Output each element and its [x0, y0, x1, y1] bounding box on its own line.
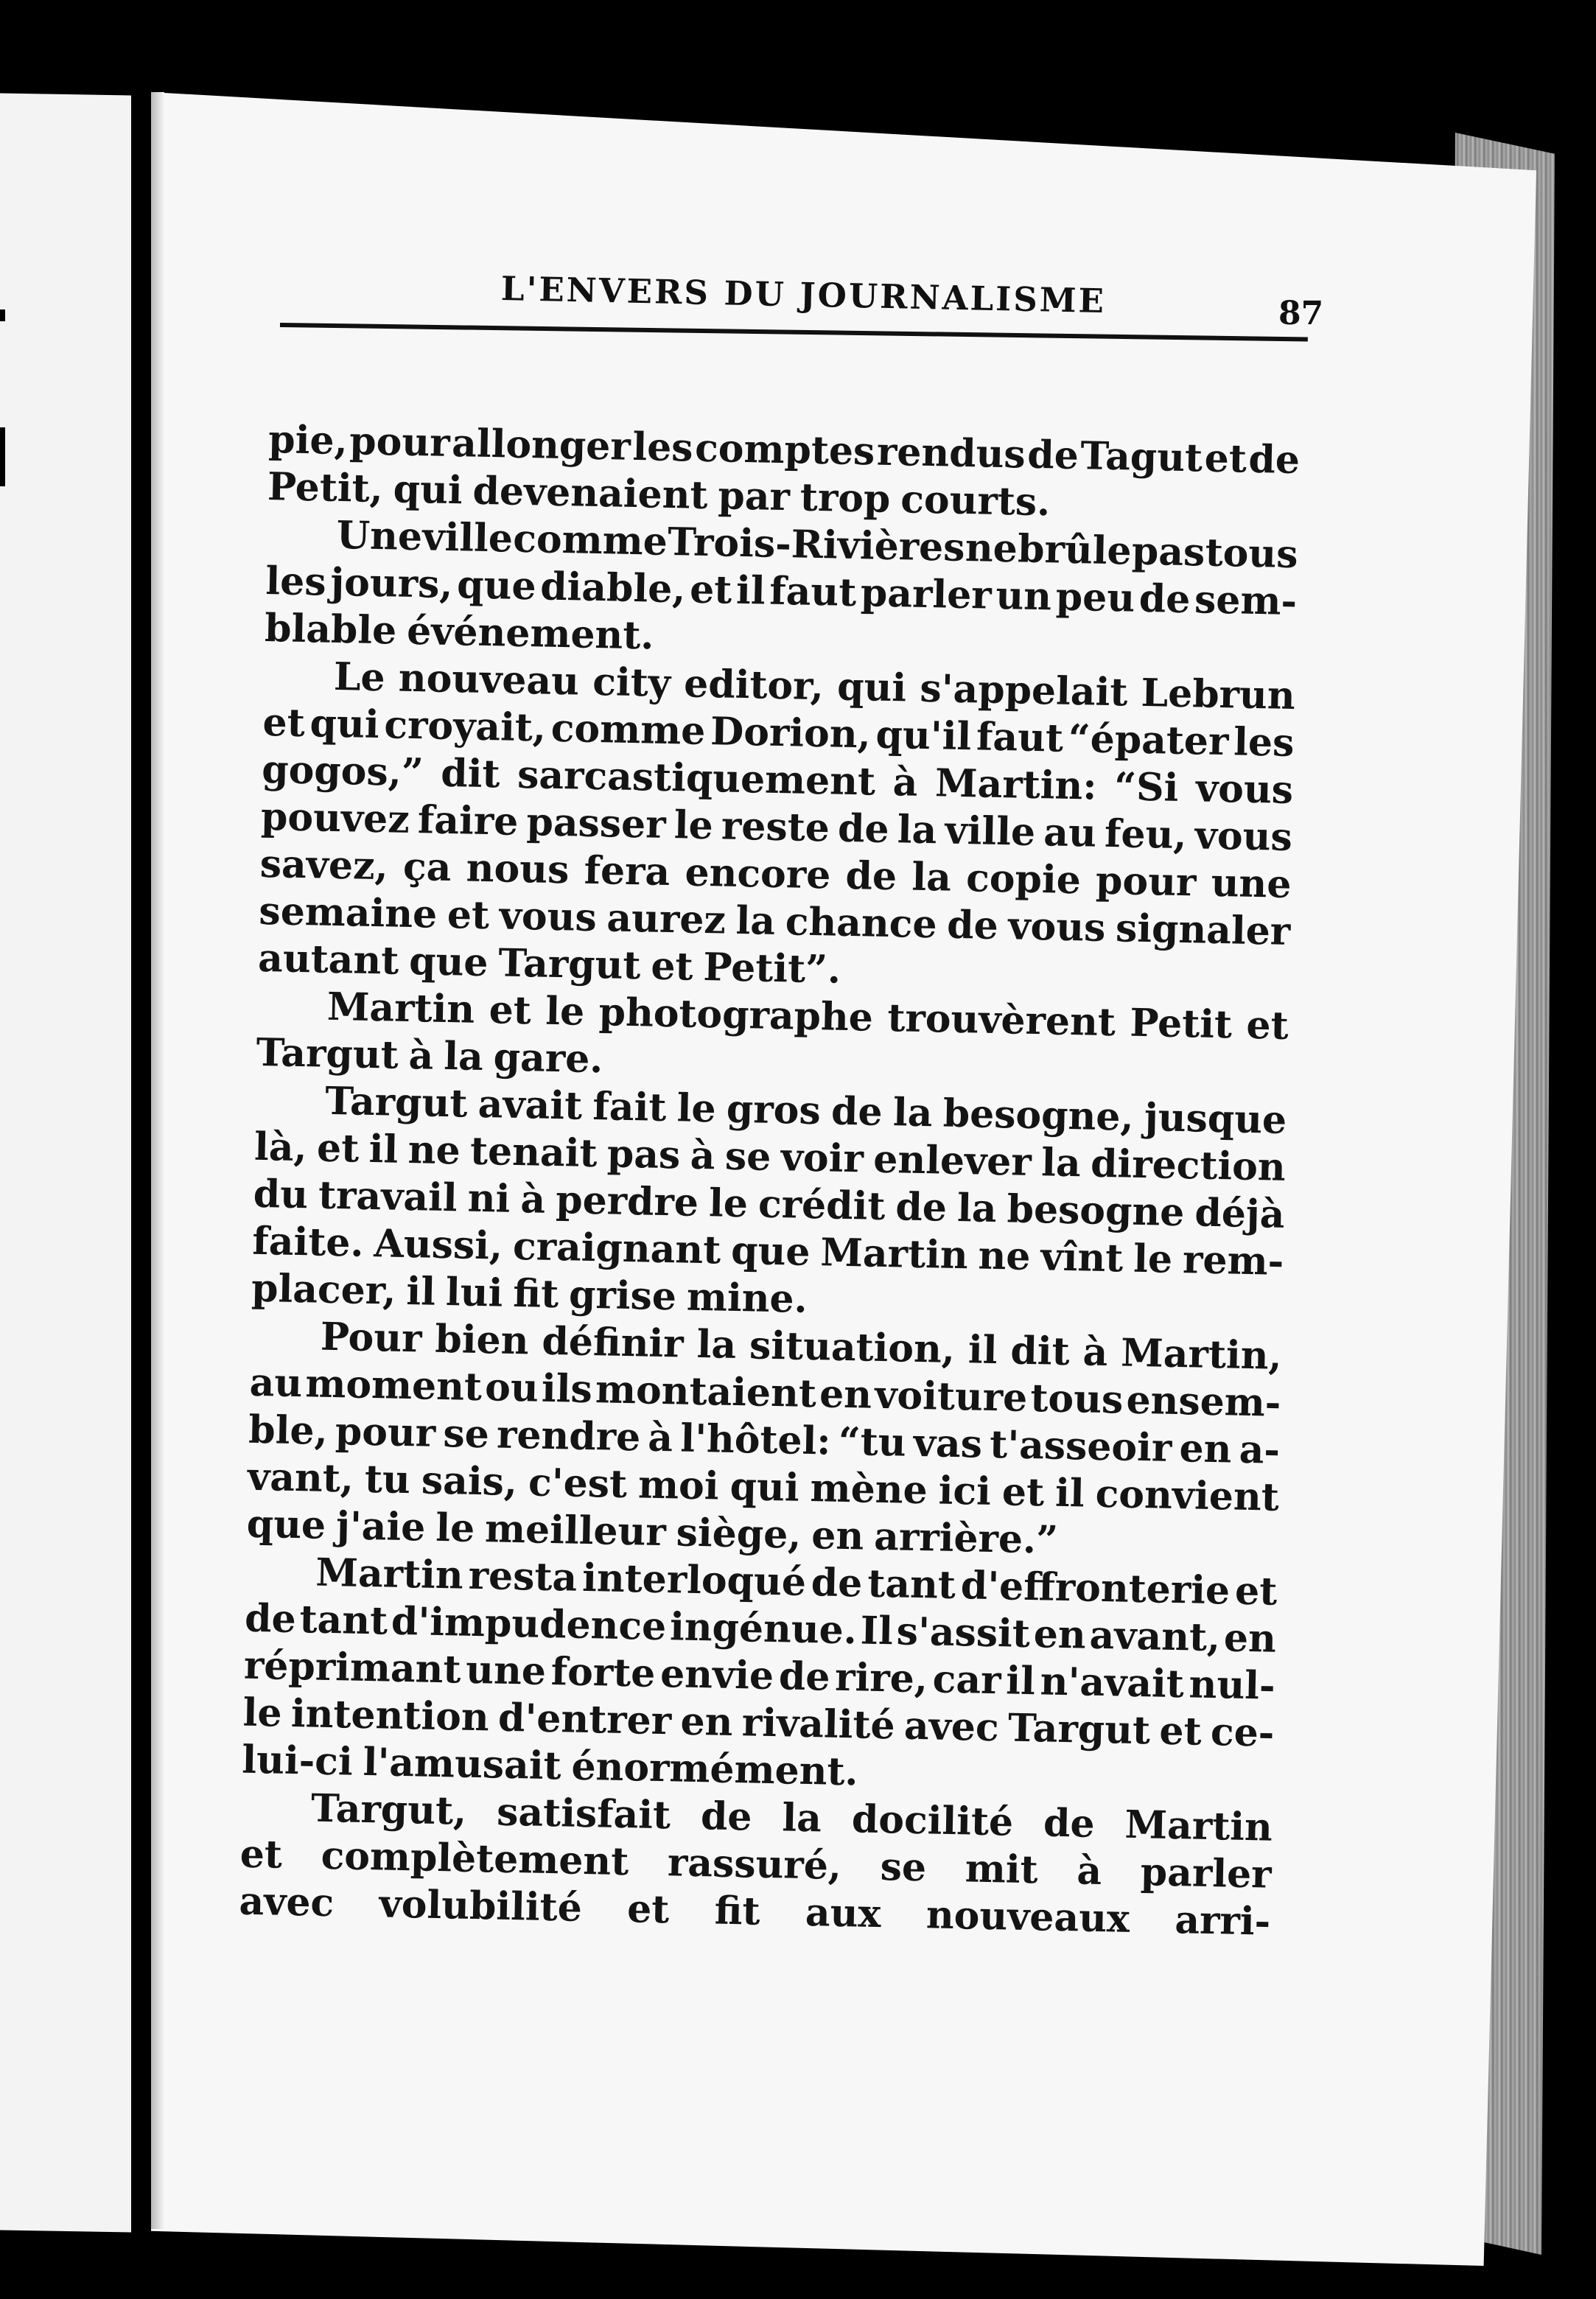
word: Trois-Rivières — [667, 519, 966, 570]
word: tous — [1205, 530, 1299, 578]
word: une — [1211, 860, 1292, 907]
word: s'assit — [896, 1609, 1031, 1657]
word: ensem- — [1125, 1377, 1281, 1426]
word: encore — [684, 850, 831, 898]
word: satisfait — [496, 1789, 671, 1838]
page-number: 87 — [1278, 295, 1324, 332]
word: le — [545, 988, 585, 1035]
word: Targut — [497, 940, 642, 989]
word: au — [249, 1360, 303, 1407]
word: editor, — [683, 661, 825, 710]
word: par — [717, 473, 791, 520]
word: avec — [903, 1703, 1000, 1751]
word: de — [895, 1184, 948, 1231]
word: gare. — [493, 1035, 603, 1082]
word: besogne — [1007, 1186, 1185, 1236]
word: moi — [637, 1462, 720, 1509]
word: à — [408, 1032, 434, 1079]
word: Martin — [315, 1550, 464, 1598]
word: pouvez — [260, 794, 410, 842]
word: pas — [606, 1131, 681, 1178]
word: une — [465, 1647, 547, 1694]
facing-page-mark — [0, 309, 5, 321]
word: de — [946, 902, 999, 948]
word: que — [408, 938, 489, 986]
word: montaient — [595, 1367, 817, 1417]
word: complètement — [321, 1833, 629, 1885]
word: tous — [1029, 1376, 1124, 1423]
word: rivalité — [741, 1700, 896, 1749]
word: d'effronterie — [960, 1563, 1231, 1614]
word: et — [1204, 435, 1247, 482]
word: bien — [434, 1316, 530, 1364]
word: trouvèrent — [886, 995, 1116, 1046]
word: direction — [1090, 1141, 1287, 1190]
word: pie, — [267, 416, 349, 464]
word: à — [1076, 1848, 1102, 1894]
word: avec — [238, 1878, 335, 1926]
word: qu'il — [875, 712, 972, 760]
word: de — [1043, 1800, 1096, 1847]
word: à — [519, 1177, 546, 1222]
word: placer, — [251, 1265, 397, 1314]
word: convient — [1095, 1471, 1280, 1520]
word: l'hôtel: — [679, 1416, 832, 1464]
word: docilité — [851, 1796, 1014, 1845]
word: ville — [421, 514, 514, 561]
word: comptes — [694, 425, 875, 475]
facing-page-mark — [0, 427, 5, 486]
word: Targut — [256, 1029, 399, 1078]
word: devenaient — [472, 468, 709, 518]
word: brûle — [1017, 526, 1133, 574]
word: de — [837, 805, 890, 852]
word: il — [1005, 1658, 1036, 1704]
word: la — [443, 1033, 484, 1080]
word: vous — [1194, 813, 1293, 860]
word: se — [442, 1411, 490, 1458]
word: volubilité — [379, 1881, 583, 1931]
word: en — [1178, 1426, 1233, 1472]
word: t'asseoir — [989, 1421, 1172, 1471]
word: peu — [1055, 574, 1135, 621]
word: ici — [938, 1468, 992, 1514]
word: qui — [309, 701, 380, 748]
word: Petit — [1129, 1000, 1233, 1048]
word: vas — [913, 1420, 983, 1467]
word: pour — [349, 419, 451, 466]
word: dit — [1009, 1328, 1071, 1375]
word: en — [1033, 1612, 1087, 1658]
word: de — [1026, 432, 1079, 479]
word: courts. — [900, 477, 1051, 525]
word: meilleur — [484, 1506, 667, 1556]
word: “Si — [1113, 764, 1180, 811]
word: qui — [729, 1463, 800, 1511]
word: fera — [584, 847, 671, 895]
word: ni — [467, 1175, 511, 1222]
running-title: L'ENVERS DU JOURNALISME — [500, 269, 1107, 321]
word: pas — [1131, 528, 1205, 575]
word: là, — [253, 1124, 308, 1171]
word: travail — [318, 1172, 458, 1221]
word: et — [1245, 1002, 1289, 1049]
word: parler — [1140, 1850, 1273, 1897]
word: Petit”. — [702, 944, 841, 993]
word: c'est — [528, 1460, 628, 1508]
word: passer — [525, 799, 667, 847]
word: et — [689, 567, 732, 613]
word: Martin — [326, 984, 475, 1032]
word: vînt — [1040, 1234, 1124, 1281]
word: réprimant — [243, 1642, 462, 1693]
word: de — [830, 1088, 883, 1135]
word: de — [700, 1794, 753, 1840]
word: que — [246, 1501, 326, 1548]
word: la — [892, 1090, 934, 1136]
word: le — [435, 1505, 475, 1551]
word: pour — [1095, 858, 1197, 906]
word: comme — [550, 705, 706, 754]
word: tu — [364, 1456, 411, 1503]
word: avant, — [1088, 1612, 1221, 1661]
word: vous — [1007, 903, 1106, 951]
word: la — [1040, 1140, 1082, 1186]
word: nouveaux — [925, 1892, 1130, 1942]
word: gogos,” — [261, 746, 424, 796]
word: et — [489, 987, 532, 1034]
word: Petit, — [267, 463, 384, 512]
word: il — [967, 1327, 998, 1374]
word: croyait, — [383, 702, 547, 751]
word: un — [995, 573, 1052, 620]
word: en — [819, 1371, 872, 1418]
word: les — [631, 424, 694, 471]
word: pour — [335, 1409, 436, 1456]
word: énormément. — [570, 1743, 859, 1795]
word: il — [1054, 1470, 1085, 1516]
word: s'appelait — [919, 665, 1128, 715]
word: et — [447, 892, 490, 939]
word: “épater — [1068, 715, 1229, 765]
word: rire, — [834, 1654, 928, 1702]
word: enlever — [872, 1136, 1032, 1185]
word: rendus — [876, 429, 1026, 477]
word: d'impudence — [391, 1598, 667, 1650]
word: au — [1043, 810, 1097, 856]
word: copie — [965, 855, 1082, 903]
word: car — [932, 1656, 1002, 1704]
word: mène — [810, 1466, 928, 1514]
word: lui-ci — [241, 1737, 354, 1785]
word: à — [690, 1133, 716, 1179]
word: et — [316, 1125, 360, 1172]
word: parler — [860, 570, 993, 618]
word: sarcastiquement — [517, 752, 876, 805]
word: semaine — [258, 888, 438, 937]
word: arri- — [1174, 1897, 1271, 1945]
word: et — [1234, 1568, 1278, 1614]
word: ville — [944, 808, 1036, 855]
word: vous — [1195, 766, 1294, 813]
word: ça — [402, 844, 452, 891]
word: aurez — [606, 895, 727, 943]
word: mit — [965, 1846, 1039, 1893]
word: les — [265, 558, 327, 605]
word: besogne, — [942, 1091, 1135, 1140]
word: que — [730, 1228, 811, 1275]
word: de — [811, 1560, 863, 1606]
word: il — [735, 567, 766, 614]
word: arrière.” — [873, 1514, 1059, 1563]
word: rem- — [1182, 1237, 1284, 1284]
word: la — [696, 1321, 737, 1368]
word: de — [778, 1654, 831, 1700]
word: ils — [541, 1365, 593, 1413]
word: le — [242, 1690, 283, 1736]
word: craignant — [512, 1223, 721, 1273]
word: se — [724, 1133, 771, 1180]
word: blable — [264, 605, 397, 654]
word: les — [1233, 719, 1295, 766]
word: ou — [484, 1365, 539, 1411]
word: vant, — [247, 1454, 354, 1502]
word: crédit — [757, 1181, 886, 1229]
word: Il — [860, 1608, 894, 1654]
word: et — [239, 1831, 283, 1878]
word: de — [244, 1595, 297, 1642]
word: qui — [393, 466, 463, 514]
word: la — [735, 897, 776, 944]
word: sais, — [421, 1458, 518, 1505]
word: comme — [512, 516, 668, 564]
word: et — [262, 699, 306, 746]
word: il — [368, 1126, 399, 1172]
word: Pour — [320, 1314, 423, 1362]
word: se — [880, 1844, 927, 1891]
word: photographe — [598, 990, 874, 1040]
word: Aussi, — [373, 1221, 503, 1269]
word: moment — [304, 1361, 483, 1410]
word: la — [897, 807, 937, 853]
word: Une — [336, 512, 423, 560]
word: il — [405, 1268, 436, 1315]
word: à — [892, 760, 919, 805]
word: voiture — [874, 1372, 1028, 1421]
word: fait — [592, 1084, 667, 1131]
word: la — [781, 1795, 822, 1841]
word: de — [845, 853, 897, 900]
word: city — [592, 659, 671, 707]
word: Martin — [1124, 1802, 1273, 1850]
word: de — [1247, 436, 1301, 483]
word: resta — [468, 1553, 578, 1600]
word: Tagut — [1079, 433, 1203, 481]
word: d'entrer — [497, 1695, 672, 1744]
word: intention — [290, 1690, 490, 1740]
word: nouveau — [398, 655, 580, 704]
word: événement. — [406, 608, 655, 659]
word: rassuré, — [667, 1840, 842, 1889]
word: signaler — [1115, 906, 1291, 954]
word: faut — [769, 568, 857, 616]
word: le — [673, 802, 714, 849]
word: ingénue. — [669, 1604, 858, 1654]
word: ne — [978, 1233, 1032, 1279]
word: Martin — [819, 1230, 969, 1278]
word: forte — [550, 1649, 656, 1696]
word: jusque — [1144, 1095, 1287, 1143]
word: Dorion, — [710, 709, 872, 757]
word: en — [679, 1698, 734, 1745]
word: ne — [407, 1127, 461, 1174]
word: faut — [976, 714, 1064, 761]
word: le — [708, 1180, 749, 1227]
word: perdre — [555, 1178, 699, 1225]
word: ble, — [248, 1407, 329, 1454]
word: Martin: — [934, 760, 1098, 809]
word: l'amusait — [363, 1739, 562, 1789]
word: Le — [333, 654, 386, 701]
word: jours, — [329, 559, 454, 608]
word: fit — [714, 1888, 761, 1934]
word: tant — [867, 1561, 956, 1609]
word: ne — [965, 525, 1018, 572]
word: “tu — [838, 1418, 907, 1466]
word: la — [956, 1185, 998, 1232]
word: fit — [512, 1270, 559, 1318]
word: qui — [836, 664, 907, 711]
word: allonger — [451, 420, 631, 469]
word: interloqué — [581, 1555, 807, 1605]
word: situation, — [749, 1323, 956, 1372]
word: déjà — [1194, 1190, 1286, 1237]
word: et — [1158, 1708, 1203, 1754]
word: diable, — [539, 564, 686, 612]
word: n'avait — [1040, 1659, 1185, 1707]
word: que — [456, 562, 537, 609]
word: trop — [799, 475, 891, 522]
word: a- — [1239, 1427, 1281, 1473]
word: j'aie — [335, 1503, 426, 1550]
word: et — [626, 1886, 670, 1933]
word: feu, — [1104, 811, 1188, 858]
word: le — [676, 1085, 717, 1132]
word: et — [650, 943, 694, 990]
word: lui — [445, 1270, 503, 1316]
word: nous — [466, 845, 570, 893]
word: dit — [440, 750, 501, 797]
word: la — [911, 854, 952, 900]
word: mine. — [686, 1274, 808, 1322]
word: à — [1082, 1329, 1108, 1376]
word: Lebrun — [1141, 670, 1296, 719]
word: rendre — [496, 1412, 641, 1460]
word: tant — [298, 1597, 388, 1644]
word: gros — [726, 1086, 822, 1134]
gutter-shadow — [151, 92, 164, 2229]
word: faite. — [251, 1218, 365, 1266]
word: grise — [568, 1272, 677, 1320]
word: envie — [659, 1651, 774, 1699]
word: à — [647, 1415, 673, 1461]
word: Martin, — [1120, 1330, 1283, 1379]
word: et — [1001, 1469, 1045, 1516]
word: définir — [541, 1318, 685, 1367]
word: ce- — [1210, 1710, 1275, 1756]
word: Targut, — [310, 1785, 467, 1834]
word: reste — [721, 803, 830, 851]
word: avait — [477, 1081, 583, 1129]
word: sem- — [1194, 577, 1298, 625]
word: voir — [780, 1135, 864, 1182]
word: en — [811, 1513, 864, 1559]
word: du — [253, 1171, 309, 1218]
word: vous — [499, 893, 598, 941]
word: de — [1138, 575, 1191, 623]
word: autant — [257, 935, 399, 984]
word: siège, — [676, 1510, 802, 1558]
word: faire — [417, 797, 519, 844]
body-text — [239, 416, 1301, 1946]
word: chance — [785, 899, 938, 948]
word: tenait — [469, 1128, 598, 1177]
word: Targut — [324, 1078, 468, 1127]
word: le — [1133, 1236, 1173, 1282]
word: nul- — [1189, 1662, 1276, 1709]
word: Targut — [1007, 1705, 1151, 1754]
word: aux — [805, 1890, 882, 1937]
facing-page-edge — [0, 93, 131, 2232]
word: en — [1223, 1615, 1277, 1662]
word: savez, — [259, 841, 389, 889]
